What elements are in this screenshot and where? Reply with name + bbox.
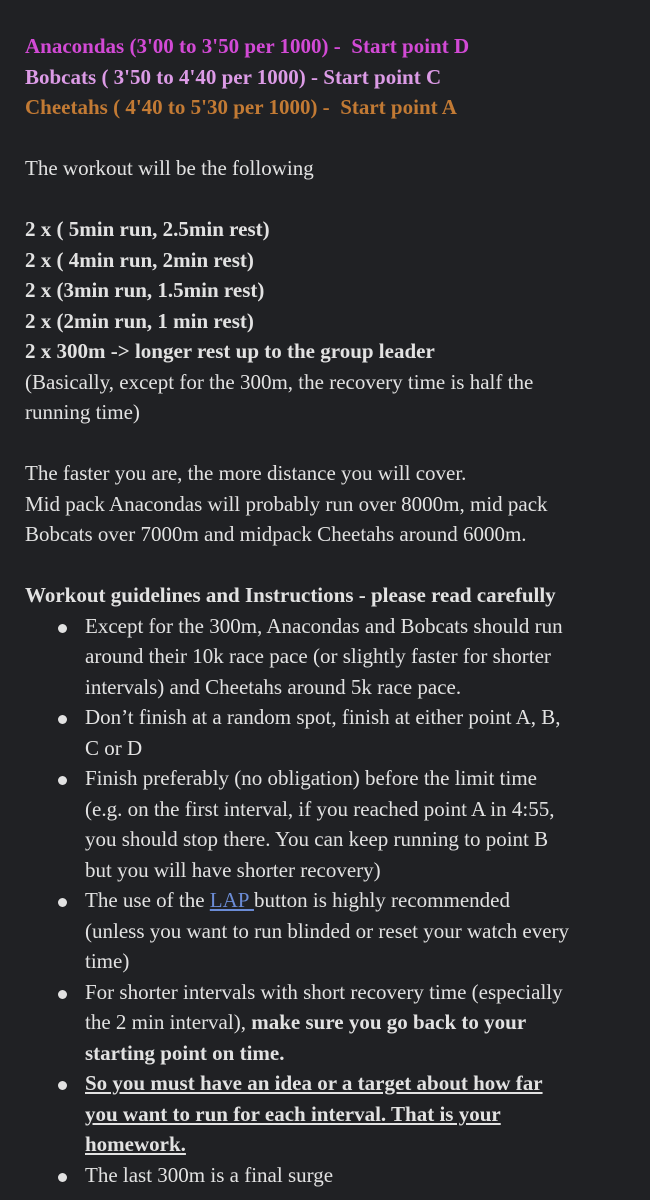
group-pace: ( 3'50 to 4'40 per 1000) - (101, 64, 319, 89)
item-text-bold: make sure you go back to your (251, 1010, 527, 1034)
item-text-emphasis: So you must have an idea or a target about how far (85, 1071, 543, 1095)
item-text: (unless you want to run blinded or reset your watch every (85, 918, 570, 943)
group-anacondas (25, 31, 632, 62)
bullet-icon (58, 1173, 67, 1182)
list-item (85, 977, 632, 1069)
item-text: intervals) and Cheetahs around 5k race pace. (85, 674, 462, 699)
item-text: but you will have shorter recovery) (85, 857, 381, 882)
group-pace: (3'00 to 3'50 per 1000) - (129, 34, 341, 58)
item-text: (e.g. on the first interval, if you reached point A in 4:55, (85, 796, 555, 821)
guidelines-list (25, 611, 632, 1191)
bullet-icon (58, 624, 67, 633)
recovery-note: (Basically, except for the 300m, the recovery time is half the (25, 369, 534, 394)
item-text-part: The use of the (85, 888, 210, 912)
group-cheetahs (25, 92, 632, 123)
item-text: you should stop there. You can keep running to point B (85, 827, 549, 851)
group-start: Start point A (340, 95, 457, 119)
workout-intro: The workout will be the following (25, 156, 314, 180)
item-text: C or D (85, 735, 143, 760)
item-text: For shorter intervals with short recovery time (especially (85, 979, 563, 1004)
item-text-emphasis: homework. (85, 1132, 186, 1156)
bullet-icon (58, 898, 67, 907)
item-text: The last 300m is a final surge (85, 1162, 334, 1187)
spacer (25, 428, 632, 459)
item-text-emphasis: you want to run for each interval. That is your (85, 1101, 501, 1126)
list-item (85, 1068, 632, 1160)
set-line: 2 x (2min run, 1 min rest) (25, 308, 254, 333)
list-item (85, 1160, 632, 1191)
item-text: around their 10k race pace (or slightly faster for shorter (85, 644, 551, 668)
item-text: Don’t finish at a random spot, finish at either point A, B, (85, 705, 561, 729)
group-pace: ( 4'40 to 5'30 per 1000) - (113, 95, 330, 119)
set-line: 2 x ( 4min run, 2min rest) (25, 247, 254, 272)
spacer (25, 123, 632, 154)
lap-link[interactable]: LAP (209, 888, 254, 912)
item-text: Finish preferably (no obligation) before the limit time (85, 766, 537, 790)
set-line: 2 x (3min run, 1.5min rest) (25, 278, 265, 302)
bullet-icon (58, 1081, 67, 1090)
set-line: 2 x 300m -> longer rest up to the group leader (25, 339, 435, 363)
guidelines-title: Workout guidelines and Instructions - please read carefully (25, 583, 556, 607)
recovery-note: running time) (25, 400, 140, 424)
spacer (25, 550, 632, 581)
bullet-icon (58, 715, 67, 724)
list-item (85, 763, 632, 885)
group-start: Start point D (351, 34, 470, 58)
item-text: time) (85, 949, 130, 973)
item-text: Except for the 300m, Anacondas and Bobcats should run (85, 613, 563, 638)
item-text (85, 1007, 626, 1038)
group-name: Anacondas (25, 34, 125, 58)
distance-text: Bobcats over 7000m and midpack Cheetahs around 6000m. (25, 522, 527, 546)
list-item (85, 702, 632, 763)
group-start: Start point C (323, 64, 442, 89)
item-text-bold: starting point on time. (85, 1040, 285, 1065)
bullet-icon (58, 776, 67, 785)
list-item (85, 611, 632, 703)
item-text (85, 885, 626, 916)
group-name: Cheetahs (25, 95, 108, 119)
item-text-part: button is highly recommended (253, 888, 510, 912)
bullet-icon (58, 990, 67, 999)
set-line: 2 x ( 5min run, 2.5min rest) (25, 217, 270, 241)
group-bobcats (25, 62, 632, 93)
group-name: Bobcats (25, 64, 97, 89)
list-item (85, 885, 632, 977)
item-text-part: the 2 min interval), (85, 1010, 252, 1034)
distance-text: The faster you are, the more distance you will cover. (25, 461, 467, 485)
distance-text: Mid pack Anacondas will probably run over 8000m, mid pack (25, 491, 548, 516)
spacer (25, 184, 632, 215)
